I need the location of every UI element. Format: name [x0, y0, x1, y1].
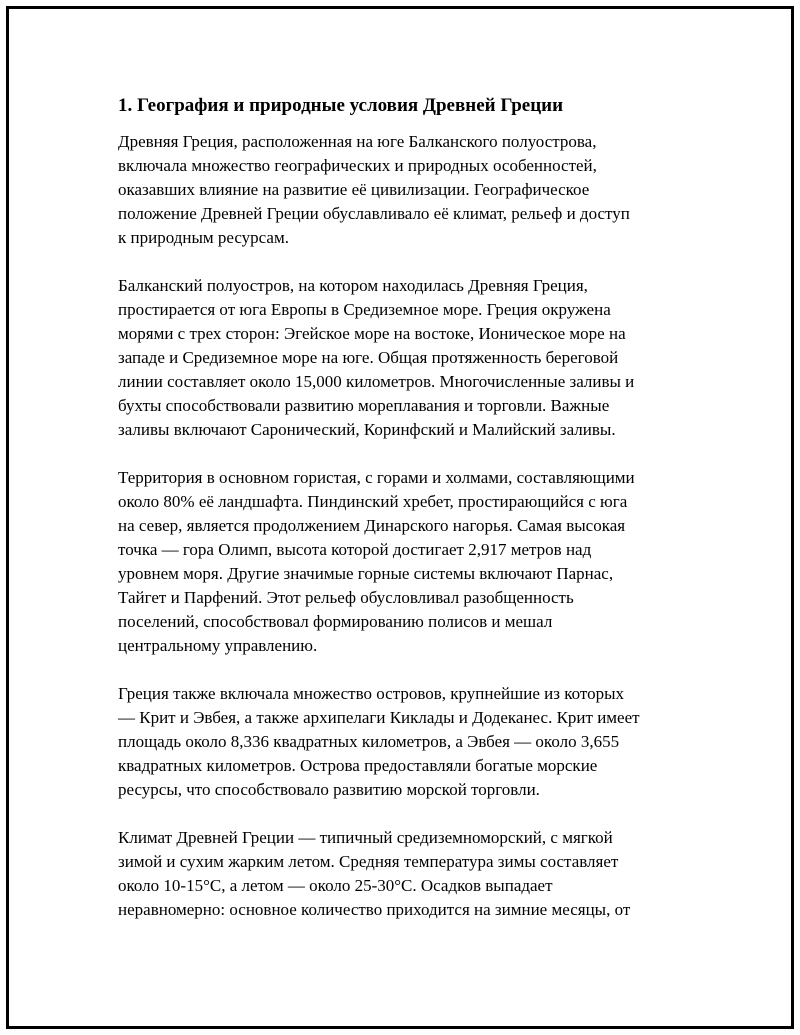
paragraph-intro	[118, 130, 698, 250]
text-line: заливы включают Саронический, Коринфский и Малийский заливы.	[118, 420, 616, 439]
paragraph-terrain	[118, 466, 698, 658]
text-line: Греция также включала множество островов, крупнейшие из которых	[118, 684, 624, 703]
paragraph-climate	[118, 826, 698, 922]
text-line: центральному управлению.	[118, 636, 318, 655]
text-line: поселений, способствовал формированию полисов и мешал	[118, 612, 553, 631]
text-line: оказавших влияние на развитие её цивилизации. Географическое	[118, 180, 590, 199]
text-line: Территория в основном гористая, с горами и холмами, составляющими	[118, 468, 635, 487]
text-line: на север, является продолжением Динарского нагорья. Самая высокая	[118, 516, 626, 535]
text-line: около 10-15°C, а летом — около 25-30°C. Осадков выпадает	[118, 876, 553, 895]
paragraph-islands	[118, 682, 698, 802]
text-line: уровнем моря. Другие значимые горные системы включают Парнас,	[118, 564, 614, 583]
text-line: западе и Средиземное море на юге. Общая протяженность береговой	[118, 348, 619, 367]
text-line: включала множество географических и природных особенностей,	[118, 156, 597, 175]
text-line: неравномерно: основное количество приходится на зимние месяцы, от	[118, 900, 631, 919]
paragraph-peninsula	[118, 274, 698, 442]
text-line: бухты способствовали развитию мореплавания и торговли. Важные	[118, 396, 610, 415]
text-line: морями с трех сторон: Эгейское море на востоке, Ионическое море на	[118, 324, 626, 343]
text-line: около 80% её ландшафта. Пиндинский хребет, простирающийся с юга	[118, 492, 628, 511]
text-line: — Крит и Эвбея, а также архипелаги Киклады и Додеканес. Крит имеет	[118, 708, 640, 727]
text-line: Климат Древней Греции — типичный средиземноморский, с мягкой	[118, 828, 613, 847]
text-line: зимой и сухим жарким летом. Средняя температура зимы составляет	[118, 852, 619, 871]
section-heading: 1. География и природные условия Древней Греции	[118, 95, 564, 116]
text-line: простирается от юга Европы в Средиземное море. Греция окружена	[118, 300, 611, 319]
text-line: положение Древней Греции обуславливало её климат, рельеф и доступ	[118, 204, 630, 223]
document-body	[118, 94, 698, 946]
text-line: к природным ресурсам.	[118, 228, 289, 247]
text-line: линии составляет около 15,000 километров. Многочисленные заливы и	[118, 372, 635, 391]
text-line: точка — гора Олимп, высота которой достигает 2,917 метров над	[118, 540, 592, 559]
text-line: Древняя Греция, расположенная на юге Балканского полуострова,	[118, 132, 597, 151]
text-line: площадь около 8,336 квадратных километров, а Эвбея — около 3,655	[118, 732, 620, 751]
text-line: Балканский полуостров, на котором находилась Древняя Греция,	[118, 276, 588, 295]
text-line: квадратных километров. Острова предоставляли богатые морские	[118, 756, 598, 775]
text-line: Тайгет и Парфений. Этот рельеф обусловливал разобщенность	[118, 588, 574, 607]
text-line: ресурсы, что способствовало развитию морской торговли.	[118, 780, 540, 799]
